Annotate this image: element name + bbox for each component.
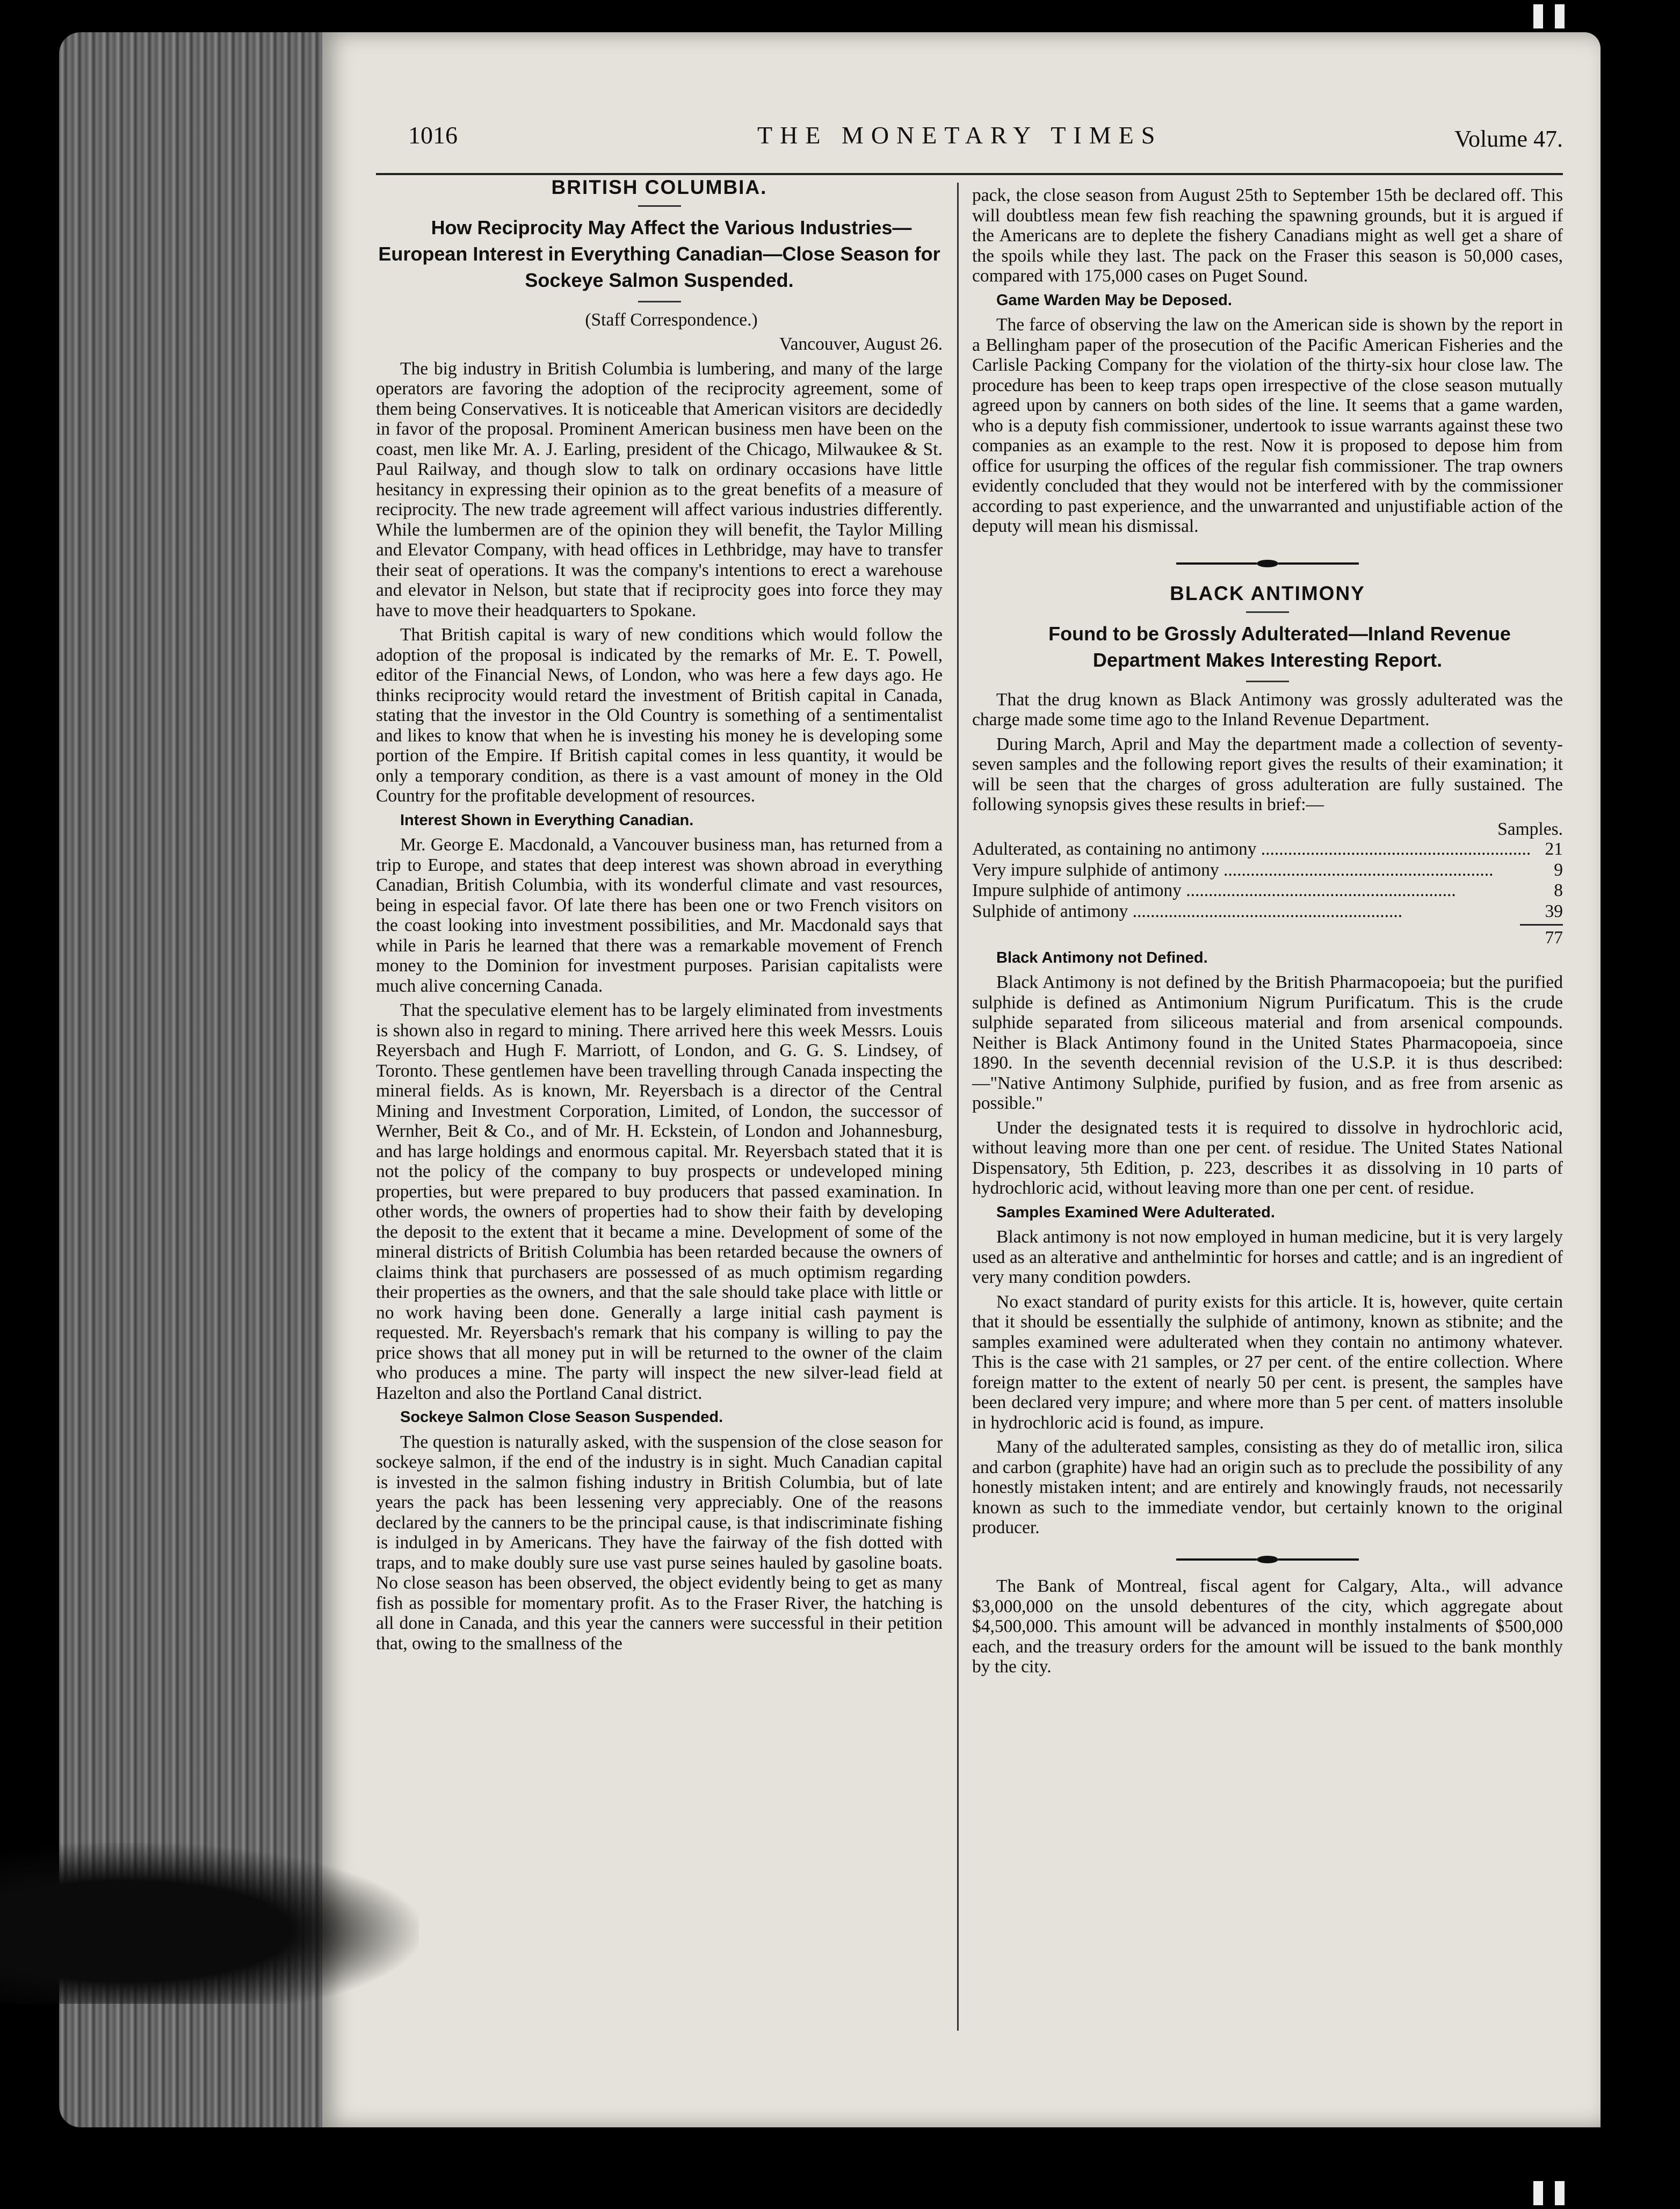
shadow-overlay [0, 1843, 419, 2004]
samples-table [972, 839, 1563, 922]
left-column [376, 177, 943, 1658]
title-rule [1246, 611, 1289, 613]
total-rule [1520, 924, 1563, 926]
film-sprocket [1555, 4, 1565, 28]
right-column [972, 185, 1563, 1681]
paragraph: The big industry in British Columbia is lumbering, and many of the large operators are favoring the adoption of the reciprocity agreement, some of them being Conservatives. It is noticeable that American visitors are decidedly in favor of the proposal. Prominent American business men have been on the coast, men like Mr. A. J. Earling, president of the Chicago, Milwaukee & St. Paul Railway, and though slow to talk on ordinary occasions have little hesitancy in expressing their opinion as to the great benefits of a measure of reciprocity. The new trade agreement will affect various industries differently. While the lumbermen are of the opinion they will benefit, the Taylor Milling and Elevator Company, with head offices in Lethbridge, may have to transfer their seat of operations. It was the company's intentions to erect a warehouse and elevator in Nelson, but state that if reciprocity goes into force they may have to move their headquarters to Spokane. [376, 358, 943, 620]
byline: (Staff Correspondence.) [585, 309, 758, 330]
sample-label: Sulphide of antimony ............................................................ [972, 901, 1403, 921]
paragraph: Mr. George E. Macdonald, a Vancouver business man, has returned from a trip to Europe, and states that deep interest was shown abroad in everything Canadian, British Columbia, with its wonderful climate and vast resources, being in especial favor. Of late there has been one or two French visitors on the coast looking into investment possibilities, and Mr. Macdonald says that while in Paris he learned that there was a remarkable movement of French money to the Dominion for investment purposes. Parisian capitalists were much alive concerning Canada. [376, 835, 943, 996]
article-deck: Found to be Grossly Adulterated—Inland Revenue Department Makes Interesting Report. [1048, 622, 1511, 671]
subheading: Samples Examined Were Adulterated. [996, 1203, 1275, 1221]
sample-count: 8 [1554, 880, 1563, 900]
section-title-british-columbia: BRITISH COLUMBIA. [551, 176, 767, 198]
page-number: 1016 [408, 121, 458, 149]
paragraph: No exact standard of purity exists for this article. It is, however, quite certain that it should be essentially the sulphide of antimony, known as stibnite; and the samples examined were adulterated when they contain no antimony whatever. This is the case with 21 samples, or 27 per cent. of the entire collection. Where foreign matter to the extent of nearly 50 per cent. is present, the samples have been declared very impure; and where more than 5 per cent. of matters insoluble in hydrochloric acid is found, as impure. [972, 1291, 1563, 1433]
deck-rule [638, 301, 681, 302]
title-rule [638, 205, 681, 207]
article-deck: How Reciprocity May Affect the Various Industries—European Interest in Everything Canadian—Close Season for Sockeye Salmon Suspended. [378, 216, 940, 291]
subheading: Interest Shown in Everything Canadian. [400, 811, 694, 829]
film-border [1590, 0, 1680, 32]
subheading: Game Warden May be Deposed. [996, 291, 1232, 309]
sample-label: Adulterated, as containing no antimony ............................................................ [972, 839, 1531, 859]
subheading: Black Antimony not Defined. [996, 949, 1208, 966]
subheading: Sockeye Salmon Close Season Suspended. [400, 1409, 723, 1426]
paragraph: The Bank of Montreal, fiscal agent for Calgary, Alta., will advance $3,000,000 on the unsold debentures of the city, which aggregate about $4,500,000. This amount will be advanced in monthly instalments of $500,000 each, and the treasury orders for the amount will be issued to the bank monthly by the city. [972, 1576, 1563, 1677]
paragraph: That the speculative element has to be largely eliminated from investments is shown also in regard to mining. There arrived here this week Messrs. Louis Reyersbach and Hugh F. Marriott, of London, and G. G. S. Lindsey, of Toronto. These gentlemen have been travelling through Canada inspecting the mineral fields. As is known, Mr. Reyersbach is a director of the Central Mining and Investment Corporation, Limited, of London, the successor of Wernher, Beit & Co., and of Mr. H. Eckstein, of London and Johannesburg, and has large holdings and enormous capital. Mr. Reyersbach stated that it is not the policy of the company to buy prospects or undeveloped mining properties, but were prepared to buy producers that passed examination. In other words, the owners of properties had to show their faith by developing the deposit to the extent that it became a mine. Development of some of the mineral districts of British Columbia has been retarded because the owners of claims think that purchasers are possessed of as much optimism regarding their properties as the owners, and that the sale should take place with little or no work having been done. Generally a large initial cash payment is requested. Mr. Reyersbach's remark that his company is willing to pay the price shows that all money put in will be returned to the owner of the claim who produces a mine. The party will inspect the new silver-lead field at Hazelton and also the Portland Canal district. [376, 1000, 943, 1403]
page-header [408, 121, 1563, 153]
samples-row [972, 860, 1563, 881]
samples-row [972, 880, 1563, 901]
paragraph: pack, the close season from August 25th to September 15th be declared off. This will doubtless mean few fish reaching the spawning grounds, but it is argued if the Americans are to deplete the fishery Canadians might as well get a share of the spoils while they last. The pack on the Fraser this season is 50,000 cases, compared with 175,000 cases on Puget Sound. [972, 185, 1563, 286]
sample-count: 21 [1545, 839, 1563, 859]
paragraph: The question is naturally asked, with the suspension of the close season for sockeye salmon, if the end of the industry is in sight. Much Canadian capital is invested in the salmon fishing industry in British Columbia, but of late years the pack has been lessening very appreciably. One of the reasons declared by the canners to be the principal cause, is that indiscriminate fishing is indulged in by Americans. They have the fairway of the fish dotted with traps, and to make doubly sure use vast purse seines hauled by gasoline boats. No close season has been observed, the object evidently being to get as many fish as possible for momentary profit. As to the Fraser River, the hatching is all done in Canada, and this year the canners were successful in their petition that, owing to the smallness of the [376, 1432, 943, 1654]
paragraph: That British capital is wary of new conditions which would follow the adoption of the proposal is indicated by the remarks of Mr. E. T. Powell, editor of the Financial News, of London, who was here a few days ago. He thinks reciprocity would retard the investment of British capital in Canada, stating that the investor in the Old Country is something of a sentimentalist and likes to know that when he is investing his money he is developing some portion of the Empire. If British capital comes in less quantity, it would be only a temporary condition, as there is a vast amount of money in the Old Country for the profitable development of resources. [376, 625, 943, 806]
sample-count: 39 [1545, 901, 1563, 921]
column-rule [957, 183, 959, 2031]
publication-title: THE MONETARY TIMES [757, 121, 1163, 149]
paragraph: The farce of observing the law on the American side is shown by the report in a Bellingham paper of the prosecution of the Pacific American Fisheries and the Carlisle Packing Company for the violation of the thirty-six hour close law. The procedure has been to keep traps open irrespective of the close season mutually agreed upon by canners on both sides of the line. It seems that a game warden, who is a deputy fish commissioner, undertook to issue warrants against these two companies as an example to the rest. Now it is proposed to depose him from office for usurping the offices of the regular fish commissioner. The trap owners evidently concluded that they would not be interfered with by the commissioner according to past experience, and the unwarranted and unjustifiable action of the deputy will mean his dismissal. [972, 315, 1563, 536]
section-title-black-antimony: BLACK ANTIMONY [1170, 582, 1365, 604]
film-sprocket [1533, 4, 1543, 28]
sample-label: Impure sulphide of antimony ............................................................ [972, 880, 1456, 900]
samples-row [972, 839, 1563, 860]
film-sprocket [1555, 2181, 1565, 2205]
volume-label: Volume 47. [1454, 126, 1563, 152]
samples-row [972, 901, 1563, 922]
ornament-divider [972, 553, 1563, 573]
sample-label: Very impure sulphide of antimony ............................................................ [972, 860, 1494, 880]
sample-count: 9 [1554, 860, 1563, 880]
book-binding-edge [59, 32, 328, 2127]
dateline: Vancouver, August 26. [779, 334, 943, 354]
ornament-divider [972, 1549, 1563, 1569]
paragraph: Under the designated tests it is required to dissolve in hydrochloric acid, without leaving more than one per cent. of residue. The United States National Dispensatory, 5th Edition, p. 223, describes it as dissolving in 10 parts of hydrochloric acid, without leaving more than one per cent. of residue. [972, 1117, 1563, 1198]
paragraph: Black Antimony is not defined by the British Pharmacopoeia; but the purified sulphide is defined as Antimonium Nigrum Purificatum. This is the crude sulphide separated from siliceous material and from arsenical compounds. Neither is Black Antimony found in the United States Pharmacopoeia, since 1890. In the seventh decennial revision of the U.S.P. it is thus described:—"Native Antimony Sulphide, purified by fusion, and as free from arsenic as possible." [972, 972, 1563, 1113]
paragraph: Many of the adulterated samples, consisting as they do of metallic iron, silica and carbon (graphite) have had an origin such as to preclude the possibility of any honestly mistaken intent; and are entirely and knowingly frauds, not necessarily known as such to the immediate vendor, but certainly known to the original producer. [972, 1437, 1563, 1537]
samples-header: Samples. [1497, 819, 1563, 839]
paragraph: Black antimony is not now employed in human medicine, but it is very largely used as an alterative and anthelmintic for horses and cattle; and is an ingredient of very many condition powders. [972, 1227, 1563, 1287]
header-rule [376, 173, 1563, 175]
paragraph: During March, April and May the department made a collection of seventy-seven samples and the following report gives the results of their examination; it will be seen that the charges of gross adulteration are fully sustained. The following synopsis gives these results in brief:— [972, 734, 1563, 814]
paragraph: That the drug known as Black Antimony was grossly adulterated was the charge made some time ago to the Inland Revenue Department. [972, 689, 1563, 730]
film-sprocket [1533, 2181, 1543, 2205]
deck-rule [1246, 681, 1289, 682]
samples-total: 77 [1545, 928, 1563, 948]
